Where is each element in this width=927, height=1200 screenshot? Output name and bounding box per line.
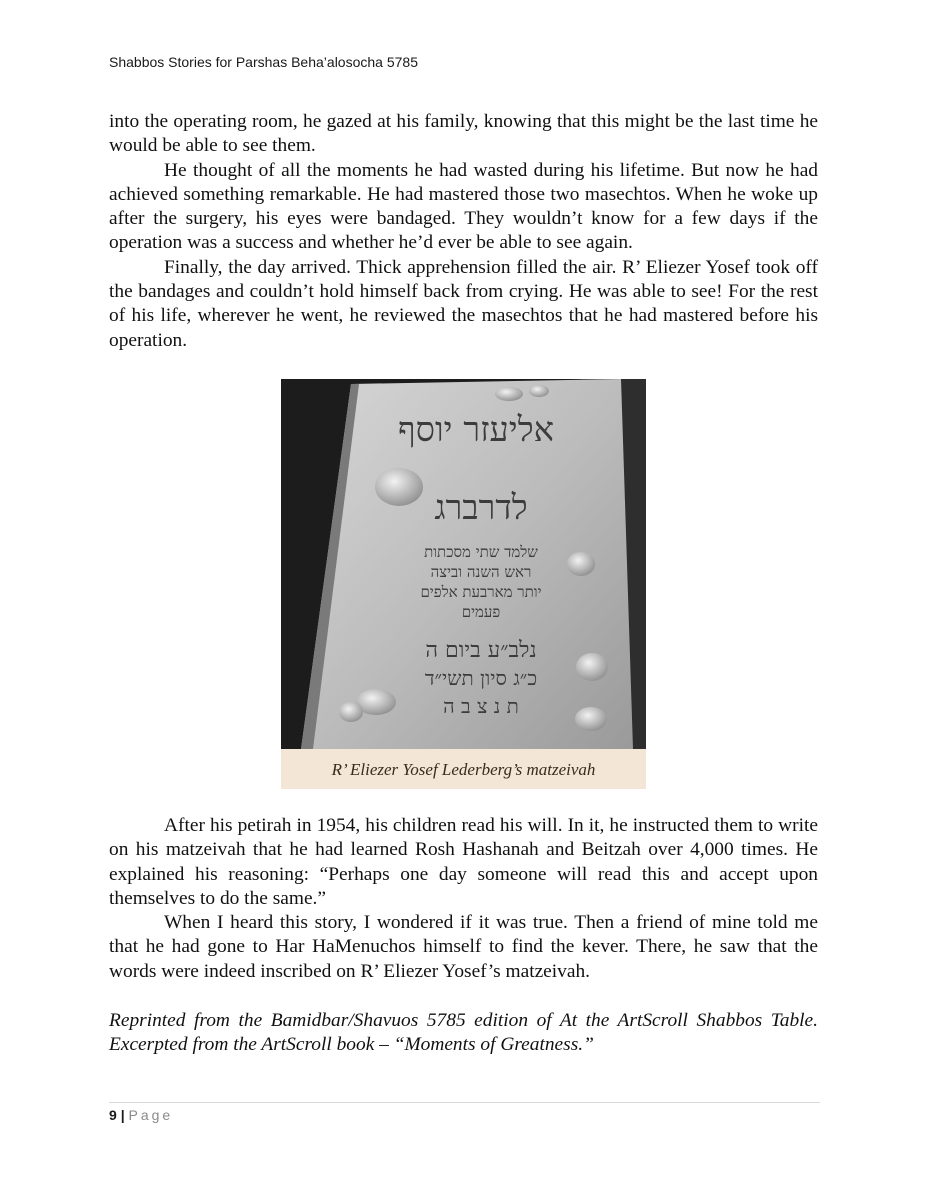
inscription-line: שלמד שתי מסכתות [424, 543, 538, 561]
inscription-line: אליעזר יוסף [397, 410, 555, 450]
inscription-line: ראש השנה וביצה [430, 563, 532, 581]
paragraph: He thought of all the moments he had wasted during his lifetime. But now he had achieved something remarkable. He had mastered those two masechtos. When he woke up after the surgery, his eyes were bandaged. They wouldn’t know for a few days if the operation was a success and whether he’d ever be able to see again. [109, 159, 818, 254]
footer-separator: | [120, 1107, 125, 1123]
matzeivah-figure [281, 379, 646, 789]
inscription-line: נלב״ע ביום ה [425, 638, 537, 663]
figure-caption: R’ Eliezer Yosef Lederberg’s matzeivah [331, 760, 596, 779]
page-footer [109, 1107, 173, 1123]
matzeivah-photo [281, 379, 646, 749]
inscription-line: לדרברג [434, 488, 528, 528]
inscription-line: יותר מארבעת אלפים [420, 583, 542, 601]
inscription-line: פעמים [461, 603, 501, 621]
page-label: Page [128, 1107, 174, 1123]
footer-divider [109, 1102, 820, 1103]
running-header: Shabbos Stories for Parshas Beha’alosocha 5785 [109, 54, 418, 70]
paragraph: Reprinted from the Bamidbar/Shavuos 5785 edition of At the ArtScroll Shabbos Table. Excerpted from the ArtScroll book – “Moments of Greatness.” [109, 1010, 818, 1056]
page-number: 9 [109, 1107, 117, 1123]
inscription-line: ת נ צ ב ה [443, 694, 519, 718]
paragraph: When I heard this story, I wondered if it was true. Then a friend of mine told me that he had gone to Har HaMenuchos himself to find the kever. There, he saw that the words were indeed inscribed on R’ Eliezer Yosef’s matzeivah. [109, 912, 818, 982]
paragraph: After his petirah in 1954, his children read his will. In it, he instructed them to write on his matzeivah that he had learned Rosh Hashanah and Beitzah over 4,000 times. He explained his reasoning: “Perhaps one day someone will read this and accept upon themselves to do the same.” [109, 815, 818, 909]
paragraph: Finally, the day arrived. Thick apprehension filled the air. R’ Eliezer Yosef took off the bandages and couldn’t hold himself back from crying. He was able to see! For the rest of his life, wherever he went, he reviewed the masechtos that he had mastered before his operation. [109, 256, 818, 351]
reprint-credit [109, 1009, 818, 1058]
story-text-block-2 [109, 814, 818, 984]
story-text-block-1 [109, 110, 818, 353]
inscription-line: כ״ג סיון תשי״ד [424, 666, 538, 690]
paragraph: into the operating room, he gazed at his family, knowing that this might be the last time he would be able to see them. [109, 111, 818, 157]
